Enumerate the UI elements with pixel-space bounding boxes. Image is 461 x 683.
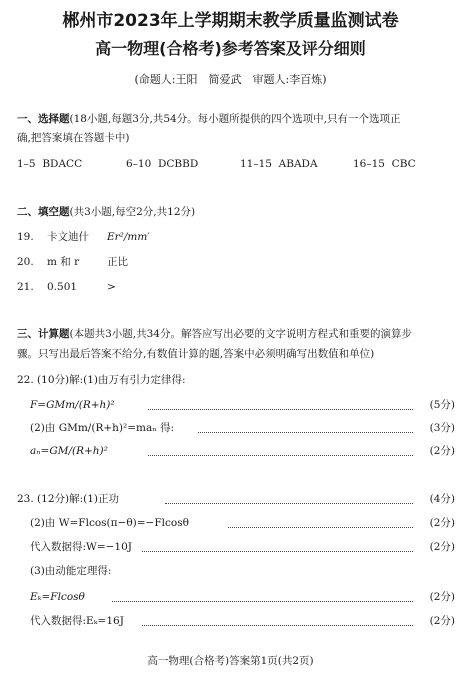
q22-formula1: F=GMm/(R+h)²: [30, 399, 115, 411]
q23-formula4: Eₖ=Flcosθ: [30, 591, 85, 603]
answer-value: BDACC: [42, 158, 83, 170]
q22-score2: (3分): [429, 422, 455, 434]
section3-heading: 三、计算题: [17, 328, 70, 340]
q20-answer-a: m 和 r: [47, 256, 80, 268]
q23-score5: (2分): [429, 615, 455, 627]
q23-score0: (4分): [429, 493, 455, 505]
leader-dots: [148, 455, 413, 456]
leader-dots: [142, 625, 413, 626]
answer-value: ABADA: [278, 158, 318, 170]
q22-intro: 22. (10分)解:(1)由万有引力定律得:: [17, 374, 186, 386]
q22-formula3: aₙ=GM/(R+h)²: [30, 445, 108, 457]
q20-answer-b: 正比: [107, 256, 128, 268]
section1-desc2: 确,把答案填在答题卡中): [17, 132, 130, 144]
document-title: 郴州市2023年上学期期末教学质量监测试卷: [62, 11, 399, 31]
leader-dots: [198, 432, 413, 433]
q19-answer-b: Er²/mm′: [107, 231, 150, 243]
q23-formula1: (2)由 W=Flcos(π−θ)=−Flcosθ: [30, 517, 189, 529]
leader-dots: [148, 409, 413, 410]
q22-score3: (2分): [429, 445, 455, 457]
leader-dots: [142, 551, 413, 552]
answers-11-15: [240, 157, 318, 171]
q22-score1: (5分): [429, 399, 455, 411]
q20-num: 20.: [17, 256, 34, 268]
q19-num: 19.: [17, 231, 34, 243]
q23-score4: (2分): [429, 591, 455, 603]
section1-desc1: (18小题,每题3分,共54分。每小题所提供的四个选项中,只有一个选项正: [69, 113, 401, 125]
authors-line: (命题人:王阳 简爱武 审题人:李百炼): [134, 73, 327, 86]
q23-score2: (2分): [429, 541, 455, 553]
section2-heading: 二、填空题: [17, 206, 70, 218]
section3-desc2: 骤。只写出最后答案不给分,有数值计算的题,答案中必须明确写出数值和单位): [17, 348, 375, 360]
section3-line1: [17, 327, 412, 341]
section1-heading: 一、选择题: [17, 113, 70, 125]
answers-16-18: [353, 157, 416, 171]
q21-num: 21.: [17, 281, 34, 293]
q23-formula5: 代入数据得:Eₖ=16J: [30, 615, 124, 627]
answer-range: 1–5: [17, 158, 36, 170]
page-footer: 高一物理(合格考)答案第1页(共2页): [147, 655, 314, 667]
q19-answer-a: 卡文迪什: [47, 231, 89, 243]
section1-line1: [17, 112, 401, 126]
leader-dots: [228, 527, 413, 528]
answer-range: 11–15: [240, 158, 272, 170]
answer-range: 6–10: [126, 158, 152, 170]
q23-intro: 23. (12分)解:(1)正功: [17, 493, 120, 505]
answer-value: CBC: [391, 158, 416, 170]
answer-range: 16–15: [353, 158, 385, 170]
q22-formula2: (2)由 GMm/(R+h)²=maₙ 得:: [30, 422, 175, 434]
answers-1-5: [17, 157, 82, 171]
answers-6-10: [126, 157, 198, 171]
answer-value: DCBBD: [157, 158, 199, 170]
q23-score1: (2分): [429, 517, 455, 529]
q23-formula2: 代入数据得:W=−10J: [30, 541, 132, 553]
leader-dots: [165, 503, 413, 504]
q21-answer-a: 0.501: [47, 281, 78, 293]
leader-dots: [112, 601, 413, 602]
section2-line: [17, 205, 195, 219]
section3-desc1: (本题共3小题,共34分。解答应写出必要的文字说明方程式和重要的演算步: [69, 328, 412, 340]
document-subtitle: 高一物理(合格考)参考答案及评分细则: [95, 39, 366, 58]
q21-answer-b: >: [107, 281, 116, 293]
q23-step3: (3)由动能定理得:: [30, 565, 112, 577]
section2-desc: (共3小题,每空2分,共12分): [69, 206, 196, 218]
